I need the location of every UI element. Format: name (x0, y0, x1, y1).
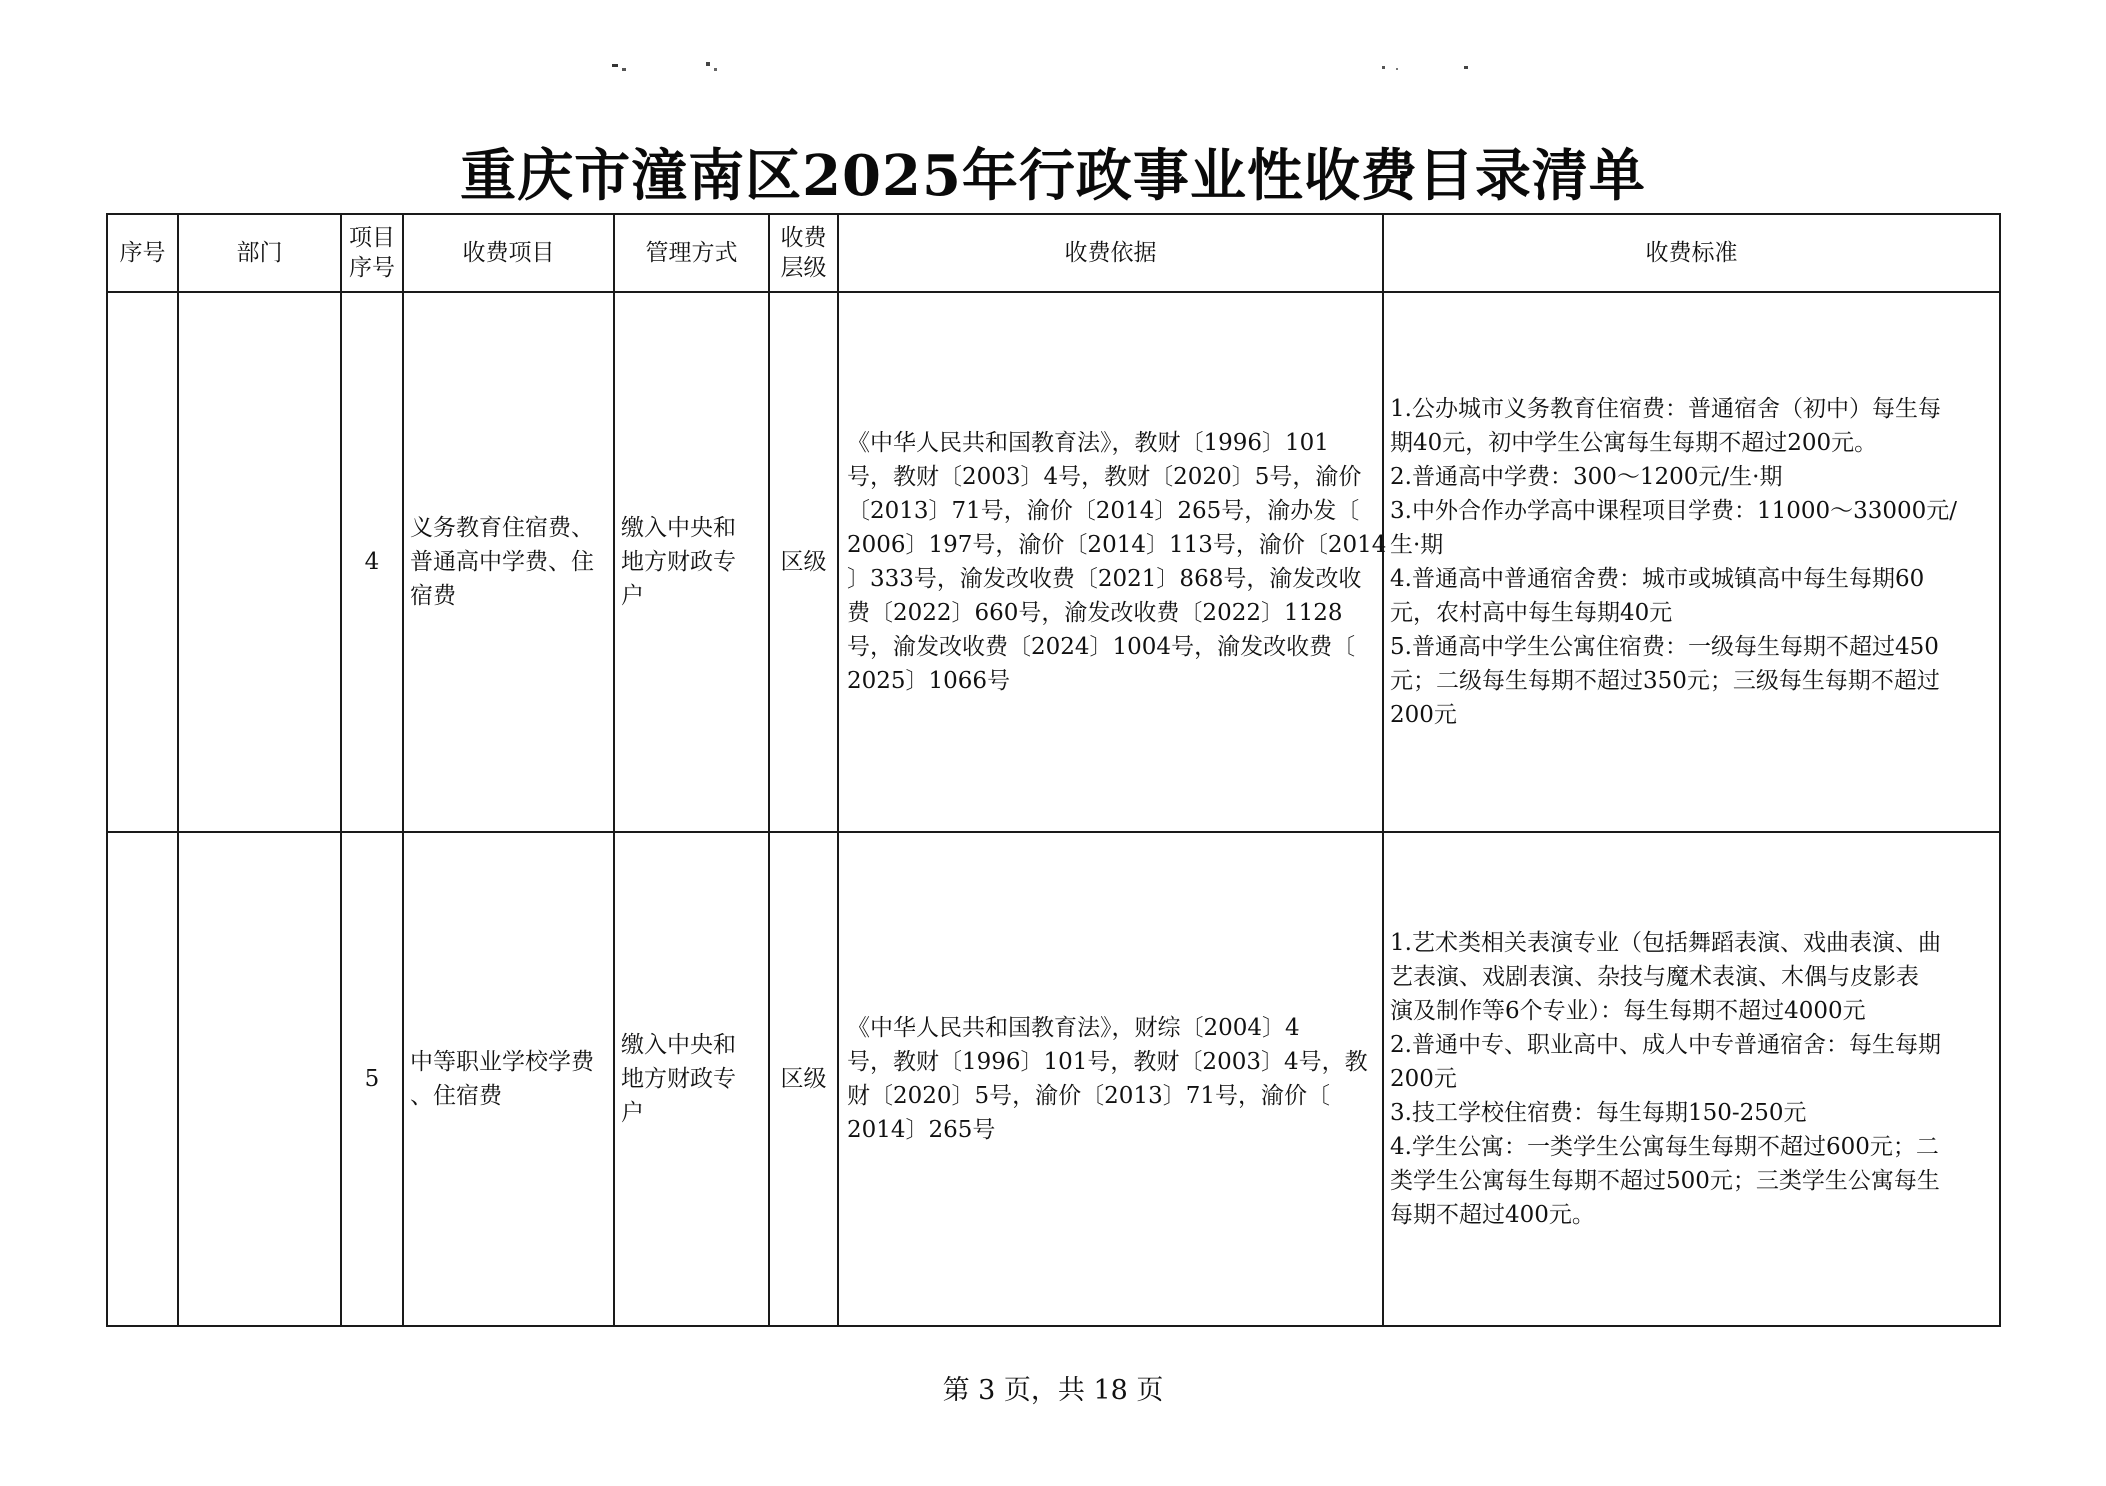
page-title: 重庆市潼南区2025年行政事业性收费目录清单 (460, 143, 1646, 209)
mgmt-line: 地方财政专 (621, 549, 736, 575)
fee-item-line: 义务教育住宿费、 (410, 515, 594, 541)
fee-item-line: 普通高中学费、住 (410, 549, 594, 575)
basis-line: 2006〕197号，渝价〔2014〕113号，渝价〔2014 (847, 532, 1387, 558)
fee-item-line: 宿费 (410, 583, 456, 609)
mgmt-line: 户 (621, 1100, 644, 1126)
cell-level: 区级 (769, 832, 838, 1326)
cell-fee-item (403, 832, 614, 1326)
mgmt-line: 户 (621, 583, 644, 609)
standard-line: 元；二级每生每期不超过350元；三级每生每期不超过 (1390, 668, 1940, 694)
cell-dept (178, 832, 341, 1326)
standard-line: 1.艺术类相关表演专业（包括舞蹈表演、戏曲表演、曲 (1390, 930, 1941, 956)
cell-basis (838, 292, 1387, 832)
cell-dept (178, 292, 341, 832)
basis-line: 号，渝发改收费〔2024〕1004号，渝发改收费〔 (847, 634, 1356, 660)
page-number-footer: 第 3 页，共 18 页 (942, 1375, 1164, 1406)
mgmt-line: 缴入中央和 (621, 1032, 736, 1058)
standard-line: 200元 (1390, 1066, 1457, 1092)
cell-mgmt (614, 292, 769, 832)
standard-line: 2.普通高中学费：300～1200元/生·期 (1390, 464, 1783, 490)
basis-line: 费〔2022〕660号，渝发改收费〔2022〕1128 (847, 600, 1343, 626)
header-item-no (341, 214, 403, 292)
header-seq: 序号 (107, 214, 178, 292)
cell-seq (107, 832, 178, 1326)
fee-item-line: 、住宿费 (410, 1083, 502, 1109)
fee-item-line: 中等职业学校学费 (410, 1049, 594, 1075)
table-row (107, 832, 2000, 1326)
standard-line: 类学生公寓每生每期不超过500元；三类学生公寓每生 (1390, 1168, 1940, 1194)
table-header-row (107, 214, 2000, 292)
standard-line: 5.普通高中学生公寓住宿费：一级每生每期不超过450 (1390, 634, 1939, 660)
standard-line: 200元 (1390, 702, 1457, 728)
header-mgmt: 管理方式 (614, 214, 769, 292)
header-level-line2: 层级 (780, 255, 827, 281)
header-level (769, 214, 838, 292)
basis-line: 2025〕1066号 (847, 668, 1011, 694)
header-item-no-line1: 项目 (349, 225, 395, 251)
standard-line: 每期不超过400元。 (1390, 1202, 1595, 1228)
cell-standard (1383, 832, 2000, 1326)
standard-line: 4.学生公寓：一类学生公寓每生每期不超过600元；二 (1390, 1134, 1939, 1160)
basis-line: 号，教财〔2003〕4号，教财〔2020〕5号，渝价 (847, 464, 1362, 490)
mgmt-line: 地方财政专 (621, 1066, 736, 1092)
table-row (107, 292, 2000, 832)
header-item-no-line2: 序号 (349, 255, 395, 281)
mgmt-line: 缴入中央和 (621, 515, 736, 541)
standard-line: 3.中外合作办学高中课程项目学费：11000～33000元/ (1390, 498, 1958, 524)
basis-line: 财〔2020〕5号，渝价〔2013〕71号，渝价〔 (847, 1083, 1330, 1109)
cell-item-no: 4 (341, 292, 403, 832)
standard-line: 4.普通高中普通宿舍费：城市或城镇高中每生每期60 (1390, 566, 1925, 592)
basis-line: 2014〕265号 (847, 1117, 996, 1143)
cell-seq (107, 292, 178, 832)
standard-line: 期40元，初中学生公寓每生每期不超过200元。 (1390, 430, 1878, 456)
basis-line: 〔2013〕71号，渝价〔2014〕265号，渝办发〔 (847, 498, 1360, 524)
cell-mgmt (614, 832, 769, 1326)
cell-item-no: 5 (341, 832, 403, 1326)
header-dept: 部门 (178, 214, 341, 292)
basis-line: 《中华人民共和国教育法》，财综〔2004〕4 (847, 1015, 1300, 1041)
standard-line: 3.技工学校住宿费：每生每期150-250元 (1390, 1100, 1807, 1126)
standard-line: 演及制作等6个专业）：每生每期不超过4000元 (1390, 998, 1866, 1024)
standard-line: 元，农村高中每生每期40元 (1390, 600, 1673, 626)
standard-line: 生·期 (1390, 532, 1444, 558)
basis-line: 《中华人民共和国教育法》，教财〔1996〕101 (847, 430, 1329, 456)
header-level-line1: 收费 (780, 225, 827, 251)
cell-level: 区级 (769, 292, 838, 832)
header-fee-item: 收费项目 (403, 214, 614, 292)
fee-catalog-table (106, 213, 2001, 1327)
cell-fee-item (403, 292, 614, 832)
header-basis: 收费依据 (838, 214, 1383, 292)
header-standard: 收费标准 (1383, 214, 2000, 292)
basis-line: 号，教财〔1996〕101号，教财〔2003〕4号，教 (847, 1049, 1368, 1075)
standard-line: 艺表演、戏剧表演、杂技与魔术表演、木偶与皮影表 (1390, 964, 1919, 990)
basis-line: 〕333号，渝发改收费〔2021〕868号，渝发改收 (847, 566, 1362, 592)
standard-line: 1.公办城市义务教育住宿费：普通宿舍（初中）每生每 (1390, 396, 1941, 422)
standard-line: 2.普通中专、职业高中、成人中专普通宿舍：每生每期 (1390, 1032, 1941, 1058)
scan-artifacts (0, 0, 2106, 120)
cell-standard (1383, 292, 2000, 832)
cell-basis (838, 832, 1383, 1326)
